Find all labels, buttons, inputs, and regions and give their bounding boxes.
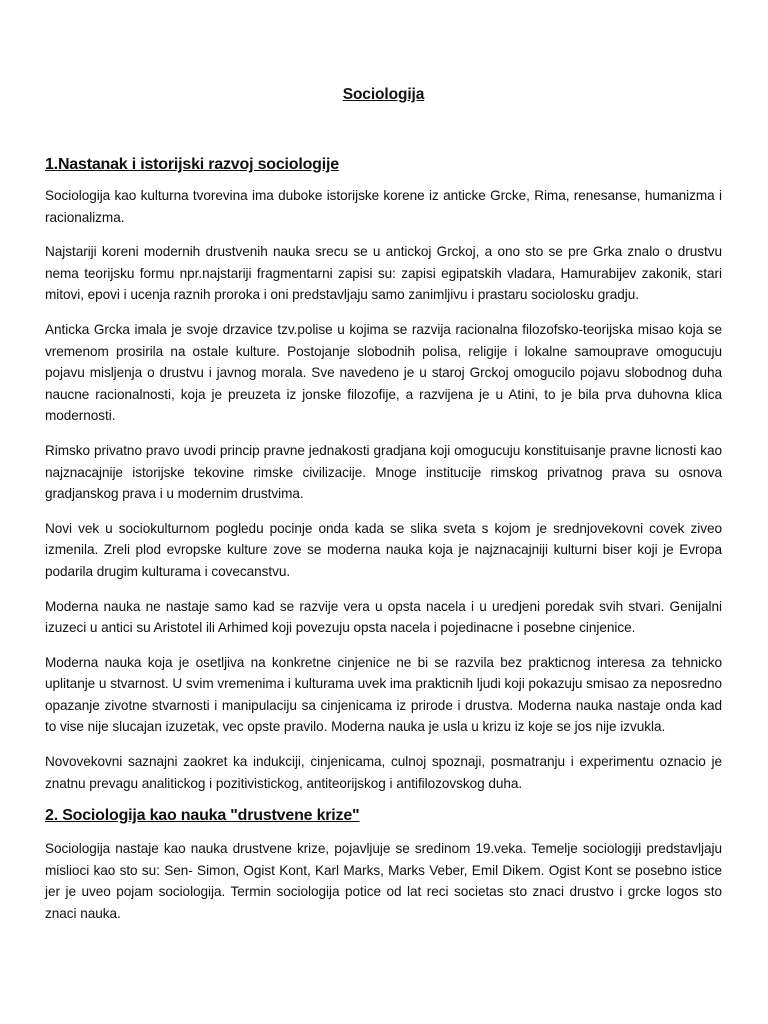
paragraph: Sociologija nastaje kao nauka drustvene krize, pojavljuje se sredinom 19.veka. Temelje sociologiji predstavljaju mislioci kao sto su: Sen- Simon, Ogist Kont, Karl Marks, Marks Veber, Emil Dikem. Ogist Kont se posebno istice jer je uveo pojam sociologija. Termin sociologija potice od lat reci societas sto znaci drustvo i grcke logos sto znaci nauka.	[45, 841, 722, 922]
document-title: Sociologija	[342, 86, 425, 103]
paragraph: Novi vek u sociokulturnom pogledu pocinje onda kada se slika sveta s kojom je srednjovekovni covek ziveo izmenila. Zreli plod evropske kulture zove se moderna nauka koja je najznacajniji kulturni biser koji je Evropa podarila drugim kulturama i covecanstvu.	[45, 520, 722, 579]
paragraph: Moderna nauka koja je osetljiva na konkretne cinjenice ne bi se razvila bez prakticnog interesa za tehnicko uplitanje u stvarnost. U svim vremenima i kulturama uvek ima prakticnih ljudi koji pokazuju smisao za neposredno opazanje zivotne stvarnosti i manipulaciju sa cinjenicama iz prirode i drustva. Moderna nauka nastaje onda kad to vise nije slucajan izuzetak, vec opste pravilo. Moderna nauka je usla u krizu iz koje se jos nije izvukla.	[45, 654, 722, 735]
paragraph: Moderna nauka ne nastaje samo kad se razvije vera u opsta nacela i u uredjeni poredak svih stvari. Genijalni izuzeci u antici su Aristotel ili Arhimed koji povezuju opsta nacela i pojedinacne i posebne cinjenice.	[45, 598, 722, 636]
paragraph: Anticka Grcka imala je svoje drzavice tzv.polise u kojima se razvija racionalna filozofsko-teorijska misao koja se vremenom prosirila na ostale kulture. Postojanje slobodnih polisa, religije i lokalne samouprave omogucuju pojavu misljenja o drustvu i javnog morala. Sve navedeno je u staroj Grckoj omogucilo pojavu slobodnog duha naucne racionalnosti, koja je preuzeta iz jonske filozofije, a razvijena je u Atini, to je bila prva duhovna klica modernosti.	[45, 321, 722, 424]
document-page	[45, 86, 722, 938]
paragraph: Rimsko privatno pravo uvodi princip pravne jednakosti gradjana koji omogucuju konstituisanje pravne licnosti kao najznacajnije istorijske tekovine rimske civilizacije. Mnoge institucije rimskog privatnog prava su osnova gradjanskog prava i u modernim drustvima.	[45, 442, 722, 502]
section-2	[45, 807, 722, 924]
paragraph: Novovekovni saznajni zaokret ka indukciji, cinjenicama, culnoj spoznaji, posmatranju i experimentu oznacio je znatnu prevagu analitickog i pozitivistickog, antiteorijskog i antifilozovskog duha.	[45, 754, 722, 791]
section-2-heading: 2. Sociologija kao nauka "drustvene krize"	[45, 807, 360, 825]
section-1-heading: 1.Nastanak i istorijski razvoj sociologije	[45, 156, 339, 173]
paragraph: Sociologija kao kulturna tvorevina ima duboke istorijske korene iz anticke Grcke, Rima, renesanse, humanizma i racionalizma.	[45, 188, 722, 225]
paragraph: Najstariji koreni modernih drustvenih nauka srecu se u antickoj Grckoj, a ono sto se pre Grka znalo o drustvu nema teorijsku formu npr.najstariji fragmentarni zapisi su: zapisi egipatskih vladara, Hamurabijev zakonik, stari mitovi, epovi i ucenja raznih proroka i oni predstavljaju samo zanimljivu i prastaru sociolosku gradju.	[45, 244, 722, 303]
section-1	[45, 156, 722, 794]
